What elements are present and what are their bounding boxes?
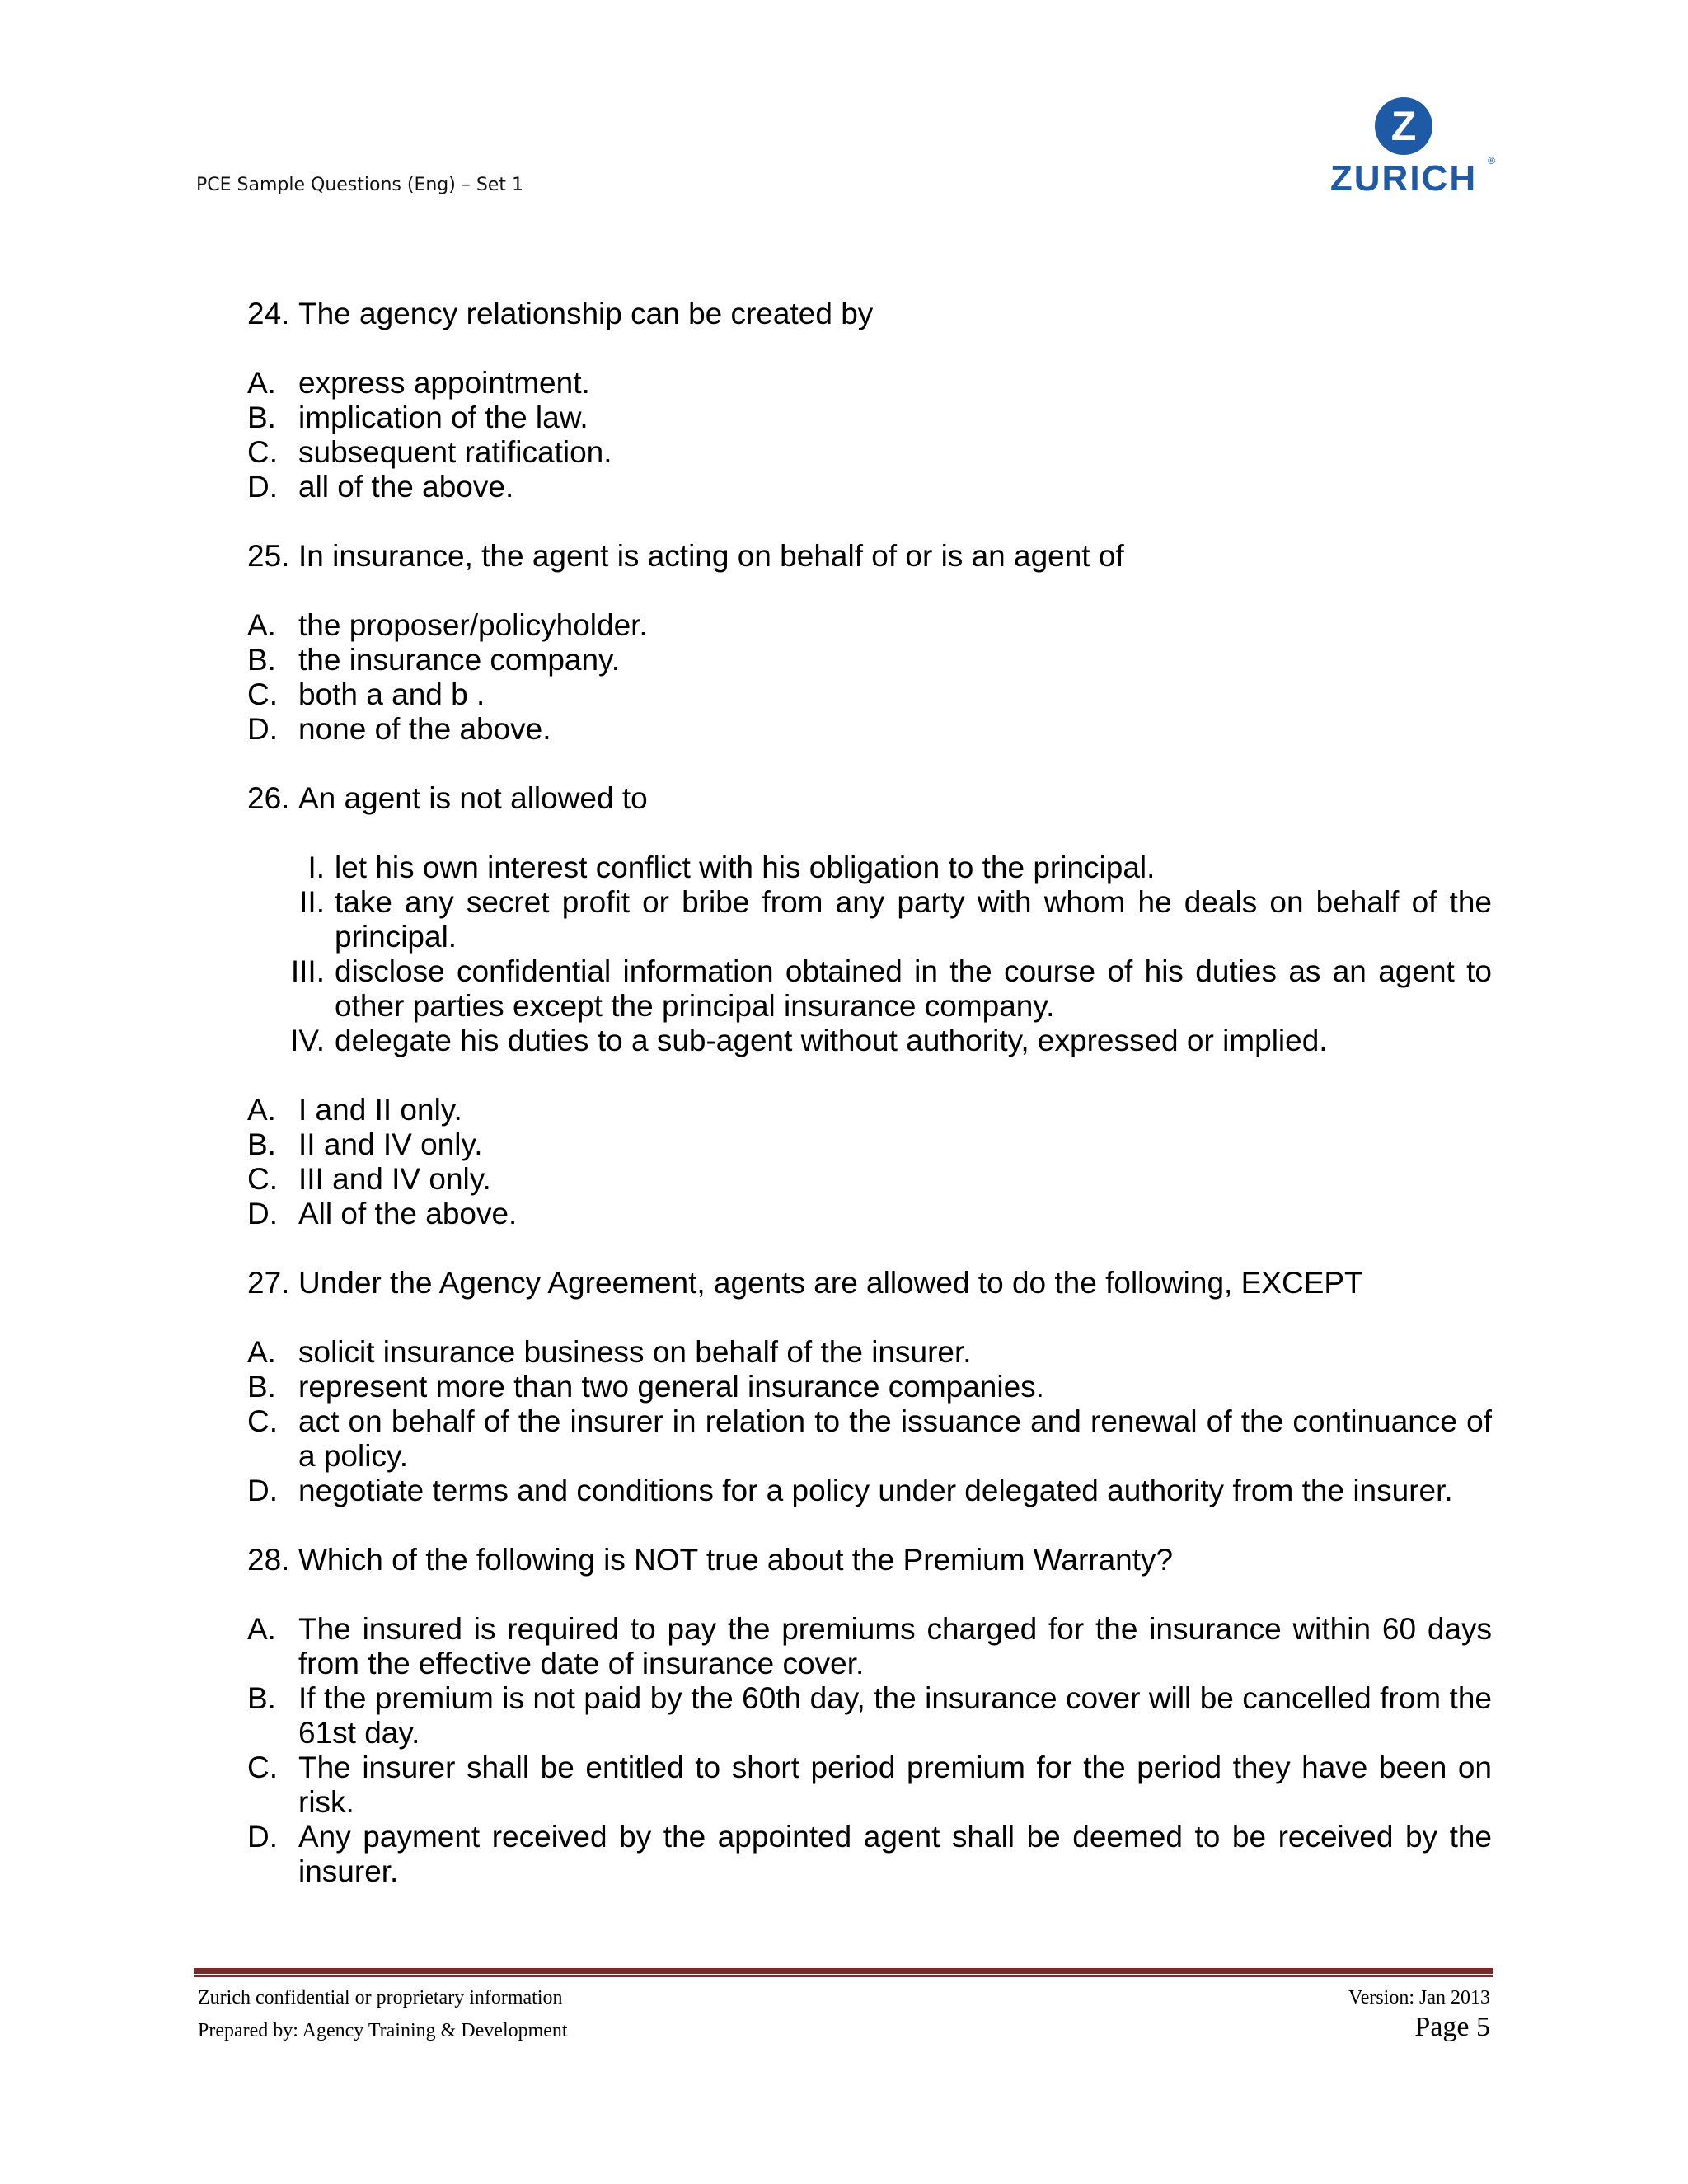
footer-left (198, 1981, 568, 2047)
zurich-logo (1317, 97, 1495, 200)
option-text: The insured is required to pay the premiums charged for the insurance within 60 days from the effective date of insurance cover. (298, 1612, 1492, 1680)
option-letter: B. (247, 643, 276, 677)
option-letter: A. (247, 1612, 276, 1646)
question-text: An agent is not allowed to (298, 781, 648, 815)
option-item (247, 1404, 1492, 1474)
option-item (247, 1612, 1492, 1681)
statement-text: let his own interest conflict with his obligation to the principal. (335, 851, 1156, 884)
question-number: 26. (247, 781, 290, 815)
option-letter: C. (247, 435, 278, 469)
option-item (247, 643, 1492, 677)
question-25 (247, 539, 1492, 574)
option-item (247, 1127, 1492, 1162)
option-item (247, 1335, 1492, 1370)
option-letter: D. (247, 1197, 278, 1230)
question-text: Which of the following is NOT true about the Premium Warranty? (298, 1543, 1174, 1577)
statement-text: delegate his duties to a sub-agent without authority, expressed or implied. (335, 1024, 1328, 1057)
option-letter: A. (247, 1335, 276, 1369)
option-item (247, 1820, 1492, 1889)
option-text: all of the above. (298, 470, 514, 504)
option-text: both a and b . (298, 677, 485, 711)
option-text: act on behalf of the insurer in relation to the issuance and renewal of the continuance of a policy. (298, 1404, 1492, 1473)
option-item (247, 470, 1492, 504)
question-24 (247, 297, 1492, 331)
question-26 (247, 781, 1492, 816)
option-item (247, 608, 1492, 643)
question-28 (247, 1543, 1492, 1577)
option-letter: A. (247, 366, 276, 400)
logo-word: ZURICH (1329, 158, 1478, 199)
statement-text: disclose confidential information obtained in the course of his duties as an agent to other parties except the principal insurance company. (335, 954, 1492, 1023)
statement-item (247, 851, 1492, 885)
option-letter: C. (247, 1750, 278, 1784)
option-item (247, 435, 1492, 470)
option-letter: B. (247, 1370, 276, 1404)
option-letter: B. (247, 1127, 276, 1161)
option-text: the insurance company. (298, 643, 621, 677)
option-text: the proposer/policyholder. (298, 608, 648, 642)
option-item (247, 1093, 1492, 1127)
option-letter: D. (247, 1820, 278, 1854)
option-item (247, 1370, 1492, 1404)
footer-confidential: Zurich confidential or proprietary information (198, 1987, 563, 2008)
statement-numeral: III. (290, 954, 325, 988)
option-item (247, 712, 1492, 747)
option-text: negotiate terms and conditions for a policy under delegated authority from the insurer. (298, 1474, 1453, 1507)
option-text: none of the above. (298, 712, 551, 746)
statement-numeral: I. (307, 851, 325, 884)
question-text: The agency relationship can be created by (298, 297, 874, 330)
footer-page-number: Page 5 (1414, 2012, 1490, 2042)
option-text: subsequent ratification. (298, 435, 612, 469)
option-letter: D. (247, 1474, 278, 1507)
question-text: Under the Agency Agreement, agents are allowed to do the following, EXCEPT (298, 1266, 1363, 1300)
footer-divider-thin (194, 1975, 1493, 1977)
option-letter: B. (247, 1681, 276, 1715)
option-text: solicit insurance business on behalf of the insurer. (298, 1335, 972, 1369)
statement-text: take any secret profit or bribe from any party with whom he deals on behalf of the principal. (335, 885, 1492, 954)
option-item (247, 1197, 1492, 1231)
statement-item (247, 885, 1492, 954)
option-text: express appointment. (298, 366, 590, 400)
option-item (247, 1162, 1492, 1197)
questions-list (247, 297, 1492, 1889)
question-number: 28. (247, 1543, 290, 1577)
option-letter: C. (247, 1162, 278, 1196)
question-number: 25. (247, 539, 290, 573)
option-text: If the premium is not paid by the 60th day, the insurance cover will be cancelled from the 61st day. (298, 1681, 1492, 1750)
statement-item (247, 954, 1492, 1024)
question-27 (247, 1266, 1492, 1301)
statement-numeral: II. (299, 885, 325, 919)
option-item (247, 1750, 1492, 1820)
option-text: III and IV only. (298, 1162, 491, 1196)
option-text: The insurer shall be entitled to short period premium for the period they have been on risk. (298, 1750, 1492, 1819)
option-letter: D. (247, 470, 278, 504)
option-text: implication of the law. (298, 401, 588, 434)
question-number: 27. (247, 1266, 290, 1300)
option-item (247, 1474, 1492, 1508)
option-text: represent more than two general insurance companies. (298, 1370, 1044, 1404)
option-letter: B. (247, 401, 276, 434)
option-text: I and II only. (298, 1093, 462, 1127)
option-letter: C. (247, 677, 278, 711)
question-text: In insurance, the agent is acting on behalf of or is an agent of (298, 539, 1124, 573)
footer-version: Version: Jan 2013 (1348, 1987, 1490, 2008)
question-number: 24. (247, 297, 290, 330)
zurich-logo-icon (1375, 97, 1432, 155)
option-item (247, 401, 1492, 435)
option-letter: A. (247, 1093, 276, 1127)
option-item (247, 366, 1492, 401)
statement-numeral: IV. (290, 1024, 325, 1057)
header-title: PCE Sample Questions (Eng) – Set 1 (196, 175, 523, 195)
option-text: Any payment received by the appointed agent shall be deemed to be received by the insurer. (298, 1820, 1492, 1888)
option-text: All of the above. (298, 1197, 518, 1230)
logo-letter: Z (1390, 103, 1417, 149)
statement-item (247, 1024, 1492, 1058)
option-text: II and IV only. (298, 1127, 483, 1161)
footer-divider (194, 1968, 1493, 1974)
option-letter: D. (247, 712, 278, 746)
option-item (247, 1681, 1492, 1750)
logo-registered: ® (1488, 155, 1495, 166)
option-letter: C. (247, 1404, 278, 1438)
option-letter: A. (247, 608, 276, 642)
option-item (247, 677, 1492, 712)
footer-prepared-by: Prepared by: Agency Training & Development (198, 2020, 568, 2041)
